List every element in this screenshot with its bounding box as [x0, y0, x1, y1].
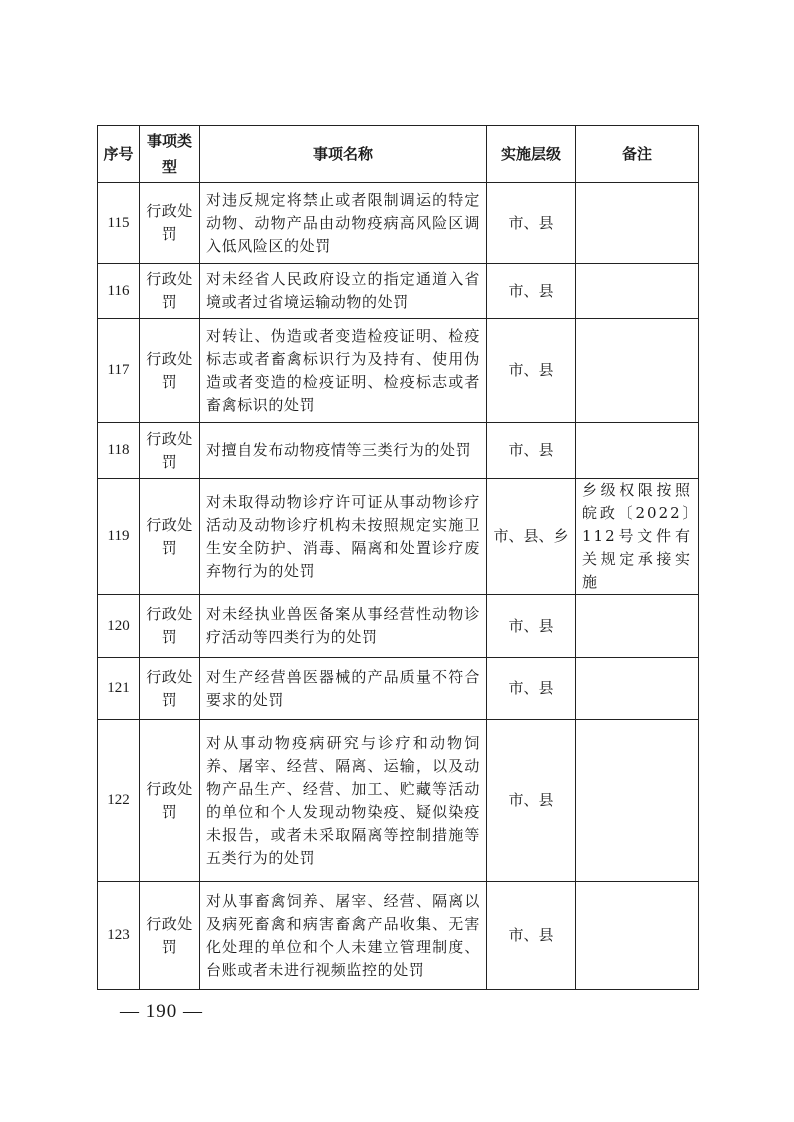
row-level: 市、县 [487, 319, 576, 423]
header-note: 备注 [576, 126, 699, 183]
row-name: 对从事动物疫病研究与诊疗和动物饲养、屠宰、经营、隔离、运输，以及动物产品生产、经营、加工、贮藏等活动的单位和个人发现动物染疫、疑似染疫未报告，或者未采取隔离等控制措施等五类行为的处罚 [200, 720, 487, 882]
row-type: 行政处罚 [140, 479, 200, 595]
table-row [98, 658, 699, 720]
row-name: 对擅自发布动物疫情等三类行为的处罚 [200, 423, 487, 479]
table-row [98, 720, 699, 882]
row-name: 对转让、伪造或者变造检疫证明、检疫标志或者畜禽标识行为及持有、使用伪造或者变造的检疫证明、检疫标志或者畜禽标识的处罚 [200, 319, 487, 423]
table-row [98, 882, 699, 990]
table-row [98, 479, 699, 595]
header-name: 事项名称 [200, 126, 487, 183]
row-note [576, 595, 699, 658]
row-note [576, 658, 699, 720]
table-row [98, 423, 699, 479]
row-level: 市、县 [487, 658, 576, 720]
row-type: 行政处罚 [140, 720, 200, 882]
row-name: 对从事畜禽饲养、屠宰、经营、隔离以及病死畜禽和病害畜禽产品收集、无害化处理的单位和个人未建立管理制度、台账或者未进行视频监控的处罚 [200, 882, 487, 990]
row-number: 115 [98, 183, 140, 264]
row-level: 市、县 [487, 183, 576, 264]
row-name: 对未取得动物诊疗许可证从事动物诊疗活动及动物诊疗机构未按照规定实施卫生安全防护、消毒、隔离和处置诊疗废弃物行为的处罚 [200, 479, 487, 595]
row-level: 市、县 [487, 882, 576, 990]
row-note [576, 720, 699, 882]
row-number: 121 [98, 658, 140, 720]
row-level: 市、县 [487, 423, 576, 479]
row-name: 对未经执业兽医备案从事经营性动物诊疗活动等四类行为的处罚 [200, 595, 487, 658]
row-note [576, 183, 699, 264]
row-note [576, 264, 699, 319]
row-type: 行政处罚 [140, 882, 200, 990]
row-name: 对生产经营兽医器械的产品质量不符合要求的处罚 [200, 658, 487, 720]
row-level: 市、县 [487, 720, 576, 882]
row-level: 市、县、乡 [487, 479, 576, 595]
row-type: 行政处罚 [140, 595, 200, 658]
row-type: 行政处罚 [140, 183, 200, 264]
row-note [576, 319, 699, 423]
header-type: 事项类型 [140, 126, 200, 183]
row-note [576, 423, 699, 479]
header-level: 实施层级 [487, 126, 576, 183]
row-number: 116 [98, 264, 140, 319]
row-name: 对未经省人民政府设立的指定通道入省境或者过省境运输动物的处罚 [200, 264, 487, 319]
row-number: 122 [98, 720, 140, 882]
row-note [576, 882, 699, 990]
header-seq: 序号 [98, 126, 140, 183]
table-row [98, 264, 699, 319]
row-name: 对违反规定将禁止或者限制调运的特定动物、动物产品由动物疫病高风险区调入低风险区的处罚 [200, 183, 487, 264]
table-header-row [98, 126, 699, 183]
row-type: 行政处罚 [140, 423, 200, 479]
table-row [98, 595, 699, 658]
row-note: 乡级权限按照皖政〔2022〕112号文件有关规定承接实施 [576, 479, 699, 595]
table-row [98, 183, 699, 264]
row-number: 117 [98, 319, 140, 423]
row-level: 市、县 [487, 595, 576, 658]
table-row [98, 319, 699, 423]
row-number: 119 [98, 479, 140, 595]
row-level: 市、县 [487, 264, 576, 319]
row-type: 行政处罚 [140, 264, 200, 319]
matters-table [97, 125, 699, 990]
row-type: 行政处罚 [140, 658, 200, 720]
row-number: 120 [98, 595, 140, 658]
row-number: 123 [98, 882, 140, 990]
row-number: 118 [98, 423, 140, 479]
page-number: — 190 — [120, 1001, 203, 1022]
row-type: 行政处罚 [140, 319, 200, 423]
